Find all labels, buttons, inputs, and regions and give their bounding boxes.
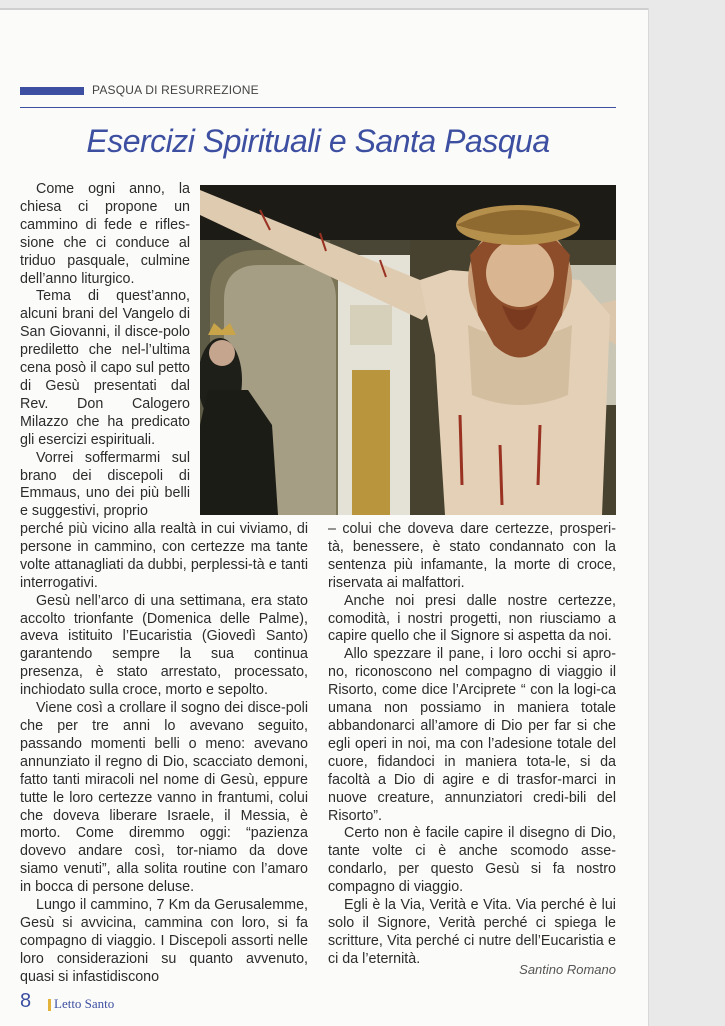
article-paragraph: Anche noi presi dalle nostre certezze, comodità, i nostri progetti, non riusciamo a capire quello che il Signore si aspetta da noi. (328, 592, 616, 645)
article-paragraph: perché più vicino alla realtà in cui viviamo, di persone in cammino, con certezze ma tante volte attanagliati da dubbi, perplessi-tà e tanti interrogativi. (20, 521, 308, 591)
article-paragraph: Allo spezzare il pane, i loro occhi si apro-no, riconoscono nel compagno di viaggio il Risorto, come dice l’Arciprete “ con la logi-ca umana non possiamo in maniera totale abbandonarci all’amore di Dio per far si che egli operi in noi, ma con l’adesione totale del cuore, fidandoci in maniera tota-le, si da facoltà a Dio di agire e di trasfor-marci in nuove creature, annunziatori credi-bili del Risorto”. (328, 646, 616, 824)
section-marker-bar (20, 87, 84, 95)
article-paragraph: Vorrei soffermarmi sul brano dei discepoli di Emmaus, uno dei più belli e suggestivi, proprio (20, 449, 190, 520)
article-paragraph: Tema di quest’anno, alcuni brani del Vangelo di San Giovanni, il disce-polo prediletto che nel-l’ultima cena posò il capo sul petto di Gesù presentati dal Rev. Don Calogero Milazzo che ha predicato gli esercizi espirituali. (20, 288, 190, 448)
page-number: 8 (20, 990, 32, 1012)
crucifix-photo-icon (200, 185, 616, 515)
article-paragraph: Viene così a crollare il sogno dei disce-poli che per tre anni lo avevano seguito, passando momenti belli o meno: avevano annunziato il regno di Dio, scacciato demoni, fatto tanti miracoli nel nome di Gesù, eppure tutte le loro certezze vanno in frantumi, colui che doveva liberare Israele, il Messia, è morto. Come diremmo oggi: “pazienza dovevo andare così, tor-niamo da dove siamo venuti”, alla solita routine con l’amaro in bocca di persone deluse. (20, 700, 308, 896)
article-paragraph: Egli è la Via, Verità e Vita. Via perché è lui solo il Signore, Verità perché ci spiega le scritture, Vita perché ci nutre dell’Eucaristia e ci da l’eternità. (328, 897, 616, 967)
article-paragraph: – colui che doveva dare certezze, prosperi-tà, benessere, è stato condannato con la sentenza più infamante, la morte di croce, riservata ai malfattori. (328, 521, 616, 591)
article-paragraph: Come ogni anno, la chiesa ci propone un cammino di fede e rifles-sione che ci conduce al triduo pasquale, culmine dell’anno liturgico. (20, 181, 190, 287)
crucifix-photo (200, 185, 616, 515)
article-paragraph: Gesù nell’arco di una settimana, era stato accolto trionfante (Domenica delle Palme), aveva istituito l’Eucaristia (Giovedì Santo) garantendo sempre la sua continua presenza, è stato arrestato, processato, inchiodato sulla croce, morto e sepolto. (20, 592, 308, 699)
article-paragraph: Lungo il cammino, 7 Km da Gerusalemme, Gesù si avvicina, cammina con loro, si fa compagno di viaggio. I Discepoli assorti nelle loro considerazioni su quanto avvenuto, quasi si infastidiscono (20, 897, 308, 985)
article-column-2 (20, 521, 308, 987)
article-column-1 (20, 181, 190, 521)
magazine-page (0, 8, 648, 1026)
footer-accent-bar (48, 999, 51, 1011)
article-column-3 (328, 521, 616, 969)
section-label: PASQUA DI RESURREZIONE (92, 83, 259, 97)
header-rule (20, 107, 616, 108)
publication-name: Letto Santo (54, 996, 115, 1011)
article-title: Esercizi Spirituali e Santa Pasqua (86, 123, 550, 159)
author-signature: Santino Romano (519, 962, 616, 977)
article-paragraph: Certo non è facile capire il disegno di Dio, tante volte ci è anche scomodo asse-condarlo, per questo Gesù si fa nostro compagno di viaggio. (328, 825, 616, 896)
